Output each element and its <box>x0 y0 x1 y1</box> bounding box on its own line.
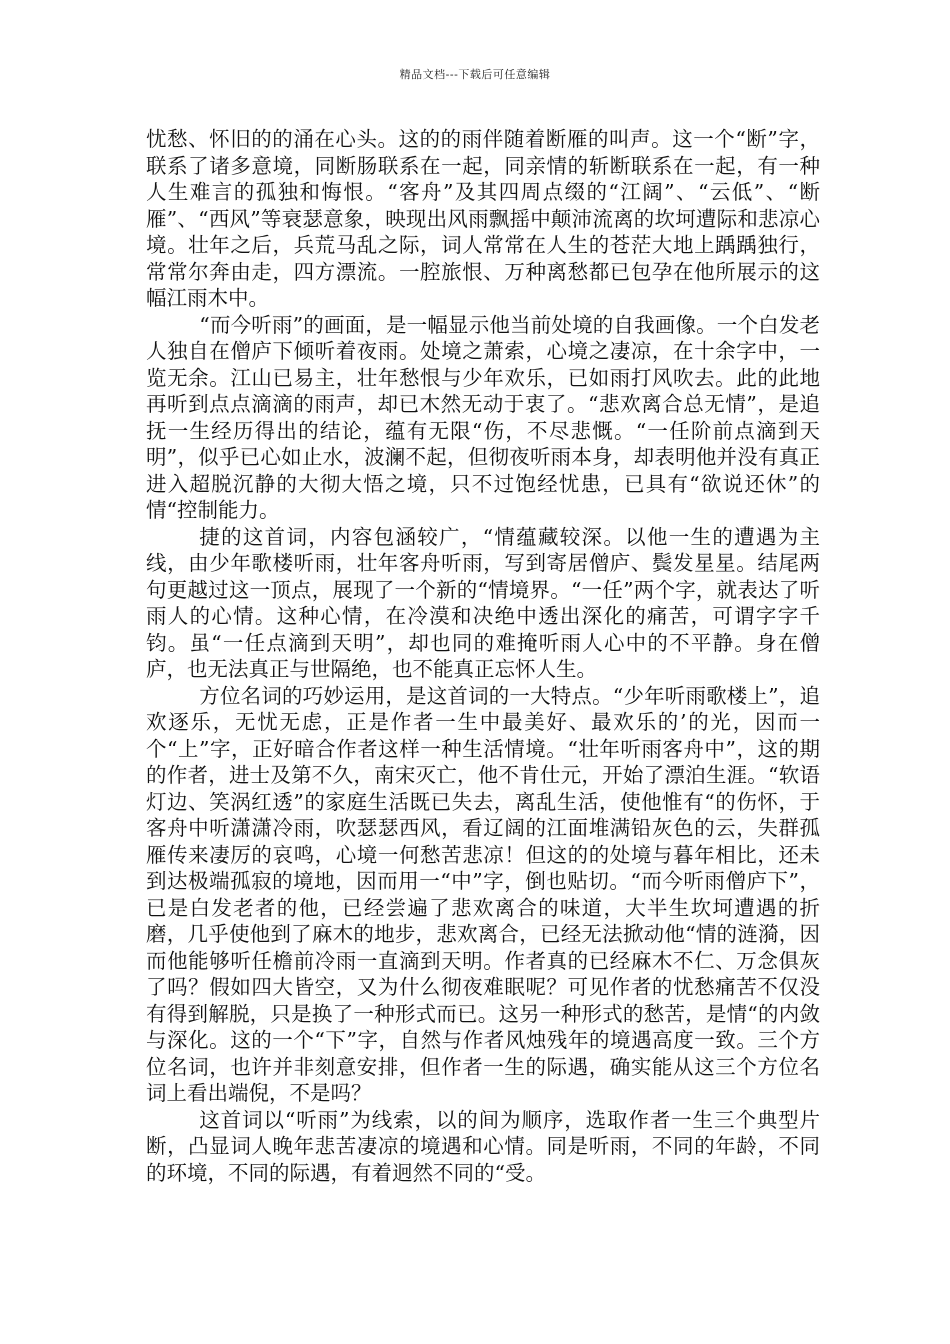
paragraph: 捷的这首词，内容包涵较广，“情蕴藏较深。以他一生的遭遇为主线，由少年歌楼听雨，壮年客舟听雨，写到寄居僧庐、鬓发星星。结尾两句更越过这一顶点，展现了一个新的“情境界。“一任”两个字，就表达了听雨人的心情。这种心情，在冷漠和决绝中透出深化的痛苦，可谓字字千钧。虽“一任点滴到天明”，却也同的难掩听雨人心中的不平静。身在僧庐，也无法真正与世隔绝，也不能真正忘怀人生。 <box>146 524 820 681</box>
document-body <box>146 126 820 1186</box>
paragraph: “而今听雨”的画面，是一幅显示他当前处境的自我画像。一个白发老人独自在僧庐下倾听着夜雨。处境之萧索，心境之凄凉，在十余字中，一览无余。江山已易主，壮年愁恨与少年欢乐，已如雨打风吹去。此的此地再听到点点滴滴的雨声，却已木然无动于衷了。“悲欢离合总无情”，是追抚一生经历得出的结论，蕴有无限“伤，不尽悲慨。“一任阶前点滴到天明”，似乎已心如止水，波澜不起，但彻夜听雨本身，却表明他并没有真正进入超脱沉静的大彻大悟之境，只不过饱经忧患，已具有“欲说还休”的情“控制能力。 <box>146 312 820 522</box>
paragraph: 忧愁、怀旧的的涌在心头。这的的雨伴随着断雁的叫声。这一个“断”字，联系了诸多意境，同断肠联系在一起，同亲情的斩断联系在一起，有一种人生难言的孤独和悔恨。“客舟”及其四周点缀的“江阔”、“云低”、“断雁”、“西风”等衰瑟意象，映现出风雨飘摇中颠沛流离的坎坷遭际和悲凉心境。壮年之后，兵荒马乱之际，词人常常在人生的苍茫大地上踽踽独行，常常尔奔由走，四方漂流。一腔旅恨、万种离愁都已包孕在他所展示的这幅江雨木中。 <box>146 127 820 310</box>
paragraph: 方位名词的巧妙运用，是这首词的一大特点。“少年听雨歌楼上”，追欢逐乐，无忧无虑，正是作者一生中最美好、最欢乐的’的光，因而一个“上”字，正好暗合作者这样一种生活情境。“壮年听雨客舟中”，这的期的作者，进士及第不久，南宋灭亡，他不肯仕元，开始了漂泊生涯。“软语灯边、笑涡红透”的家庭生活既已失去，离乱生活，使他惟有“的伤怀，于客舟中听潇潇冷雨，吹瑟瑟西风，看辽阔的江面堆满铅灰色的云，失群孤雁传来凄厉的哀鸣，心境一何愁苦悲凉！但这的的处境与暮年相比，还未到达极端孤寂的境地，因而用一“中”字，倒也贴切。“而今听雨僧庐下”，已是白发老者的他，已经尝遍了悲欢离合的味道，大半生坎坷遭遇的折磨，几乎使他到了麻木的地步，悲欢离合，已经无法掀动他“情的涟漪，因而他能够听任檐前冷雨一直滴到天明。作者真的已经麻木不仁、万念俱灰了吗？假如四大皆空，又为什么彻夜难眠呢？可见作者的忧愁痛苦不仅没有得到解脱，只是换了一种形式而已。这另一种形式的愁苦，是情“的内敛与深化。这的一个“下”字，自然与作者风烛残年的境遇高度一致。三个方位名词，也许并非刻意安排，但作者一生的际遇，确实能从这三个方位名词上看出端倪，不是吗？ <box>146 683 820 1105</box>
page-header: 精品文档---下载后可任意编辑 <box>399 68 551 81</box>
paragraph: 这首词以“听雨”为线索，以的间为顺序，选取作者一生三个典型片断，凸显词人晚年悲苦凄凉的境遇和心情。同是听雨，不同的年龄，不同的环境，不同的际遇，有着迥然不同的“受。 <box>146 1107 820 1185</box>
